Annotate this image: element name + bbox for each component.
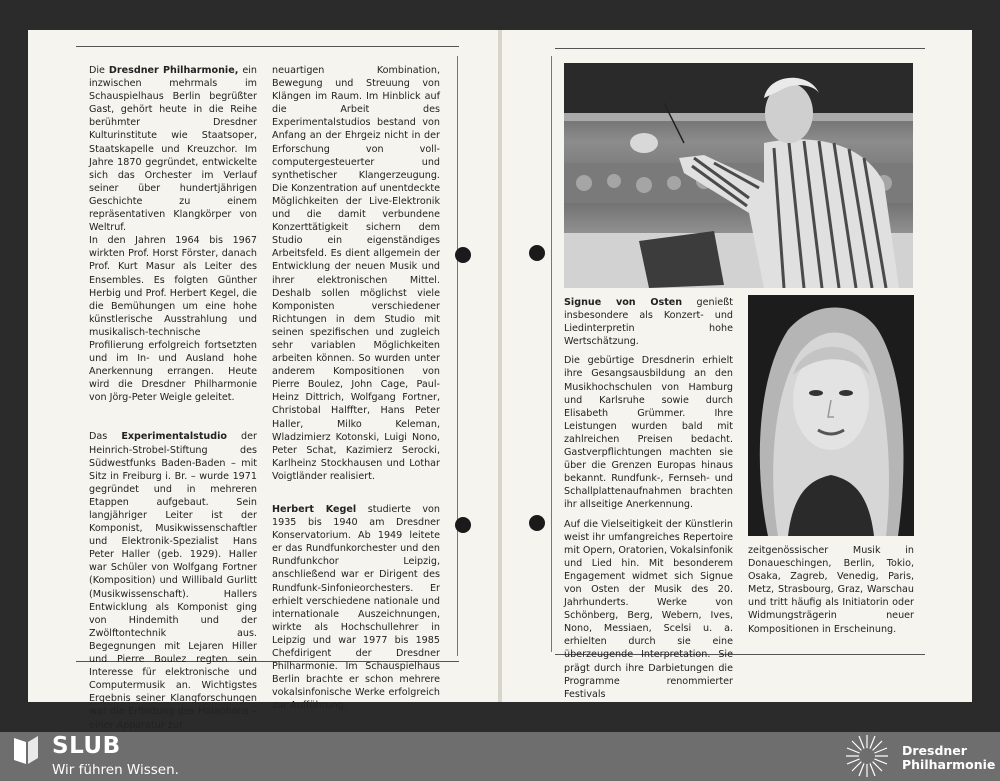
slub-tagline: Wir führen Wissen. bbox=[52, 762, 179, 778]
footer-bar bbox=[0, 732, 1000, 781]
paragraph-festivals: zeitgenössischer Musik in Donaueschingen, Berlin, Tokio, Osaka, Zagreb, Venedig, Paris, Metz, Strasbourg, Graz, Warschau und tritt häufig als Initiatorin oder Widmungsträgerin neuer Kompositionen in Erscheinung. bbox=[748, 545, 914, 635]
left-column-2 bbox=[272, 64, 440, 713]
column-divider-left bbox=[457, 56, 458, 656]
right-column-2 bbox=[748, 544, 914, 636]
sunburst-icon bbox=[842, 734, 892, 778]
binding-hole bbox=[455, 517, 471, 533]
binding-hole bbox=[529, 245, 545, 261]
left-column-1 bbox=[89, 64, 257, 732]
singer-portrait-photo bbox=[748, 295, 914, 536]
paragraph-repertoire: Auf die Vielseitigkeit der Künstlerin weist ihr umfangreiches Repertoire mit Opern, Oratorien, Vokalsinfonik und Lied hin. Mit besonderem Engagement widmet sich Signue von Osten der Musik des 20. Jahrhunderts. Werke von Schönberg, Berg, Webern, Ives, Nono, Messiaen, Scelsi u. a. erhielten durch sie eine überzeugende Interpretation. Sie prägt durch ihre Darbietungen die Programme renommierter Festivals bbox=[564, 518, 733, 700]
conductor-photo-image bbox=[564, 63, 913, 288]
top-rule-left bbox=[76, 46, 459, 47]
book-icon bbox=[12, 734, 40, 766]
binding-hole bbox=[529, 515, 545, 531]
binding-hole bbox=[455, 247, 471, 263]
paragraph-studio-continued: neuartigen Kombination, Bewegung und Streuung von Klängen im Raum. Im Hinblick auf die Arbeit des Experimentalstudios bestand von Anfang an der Ehrgeiz nicht in der Erforschung von voll-computergesteuerter und synthetischer Klangerzeugung. Die Konzentration auf unentdeckte Möglichkeiten der Live-Elektronik und die damit verbundene Konzerttätigkeit sichern dem Studio ein eigenständiges Arbeitsfeld. Es dient allgemein der Entwicklung der neuen Musik und ihrer elektronischen Mittel. Deshalb sollen möglichst viele Komponisten verschiedener Richtungen in dem Studio mit seinen spezifischen und zugleich sehr variablen Möglichkeiten arbeiten können. So wurden unter anderem Kompositionen von Pierre Boulez, John Cage, Paul-Heinz Dittrich, Wolfgang Fortner, Christobal Halffter, Hans Peter Haller, Milko Keleman, Wladzimierz Kotonski, Luigi Nono, Peter Schat, Kazimierz Serocki, Karlheinz Stockhausen und Lothar Voigtländer realisiert. bbox=[272, 65, 440, 482]
paragraph-signue-von-osten: Signue von Osten genießt insbesondere als Konzert- und Liedinterpretin hohe Wertschätzung. bbox=[564, 297, 733, 348]
slub-name: SLUB bbox=[52, 733, 121, 759]
top-rule-right bbox=[555, 48, 925, 49]
paragraph-experimentalstudio: Das Experimentalstudio der Heinrich-Strobel-Stiftung des Südwestfunks Baden-Baden – mit Sitz in Freiburg i. Br. – wurde 1971 gegründet und in mehreren Etappen aufgebaut. Sein langjähriger Leiter ist der Komponist, Musikwissenschaftler und Elektronik-Spezialist Hans Peter Haller (geb. 1929). Haller war Schüler von Wolfgang Fortner (Komposition) und Willibald Gurlitt (Musikwissenschaft). Hallers Entwicklung als Komponist ging von Hindemith und der Zwölftontechnik aus. Begegnungen mit Lejaren Hiller und Pierre Boulez regten sein Interesse für elektronische und Computermusik an. Wichtigstes Ergebnis seiner Klangforschungen war die Erfindung des Halaphons – einer Apparatur zur bbox=[89, 431, 257, 731]
paragraph-dresdner-philharmonie: Die Dresdner Philharmonie, ein inzwischen mehrmals im Schauspielhaus Berlin begrüßter Gast, gehört heute in die Reihe berühmter Dresdner Kulturinstitute wie Staatsoper, Staatskapelle und Kreuzchor. Im Jahre 1870 gegründet, entwickelte sich das Orchester im Verlauf seiner über hundertjährigen Geschichte zu einem repräsentativen Klangkörper von Weltruf. bbox=[89, 65, 257, 234]
paragraph-conductors: In den Jahren 1964 bis 1967 wirkten Prof. Horst Förster, danach Prof. Kurt Masur als Leiter des Ensembles. Es folgten Günther Herbig und Prof. Herbert Kegel, die die Bemühungen um eine hohe künstlerische Ausstrahlung und musikalisch-technische Profilierung erfolgreich fortsetzten und im In- und Ausland hohe Anerkennung errangen. Heute wird die Dresdner Philharmonie von Jörg-Peter Weigle geleitet. bbox=[89, 235, 257, 404]
paragraph-training: Die gebürtige Dresdnerin erhielt ihre Gesangsausbildung an den Musikhochschulen von Hamburg und Karlsruhe sowie durch Elisabeth Grümmer. Ihre Leistungen wurden bald mit zahlreichen Preisen bedacht. Gastverpflichtungen machten sie über die Grenzen Europas hinaus bekannt. Rundfunk-, Fernseh- und Schallplattenaufnahmen brachten ihr allseitige Anerkennung. bbox=[564, 355, 733, 511]
conductor-photo bbox=[564, 63, 913, 288]
singer-portrait-image bbox=[748, 295, 914, 536]
right-column-1 bbox=[564, 296, 733, 701]
column-divider-right bbox=[551, 56, 552, 652]
paragraph-herbert-kegel: Herbert Kegel studierte von 1935 bis 1940 am Dresdner Konservatorium. Ab 1949 leitete er das Rundfunkorchester und den Rundfunkchor Leipzig, anschließend war er Dirigent des Rundfunk-Sinfonieorchesters. Er erhielt verschiedene nationale und internationale Auszeichnungen, wirkte als Hochschullehrer in Leipzig und war 1977 bis 1985 Chefdirigent der Dresdner Philharmonie. Im Schauspielhaus Berlin brachte er schon mehrere vokalsinfonische Werke erfolgreich zur Aufführung. bbox=[272, 504, 440, 712]
dresdner-philharmonie-logo-text: Dresdner Philharmonie bbox=[902, 743, 996, 772]
